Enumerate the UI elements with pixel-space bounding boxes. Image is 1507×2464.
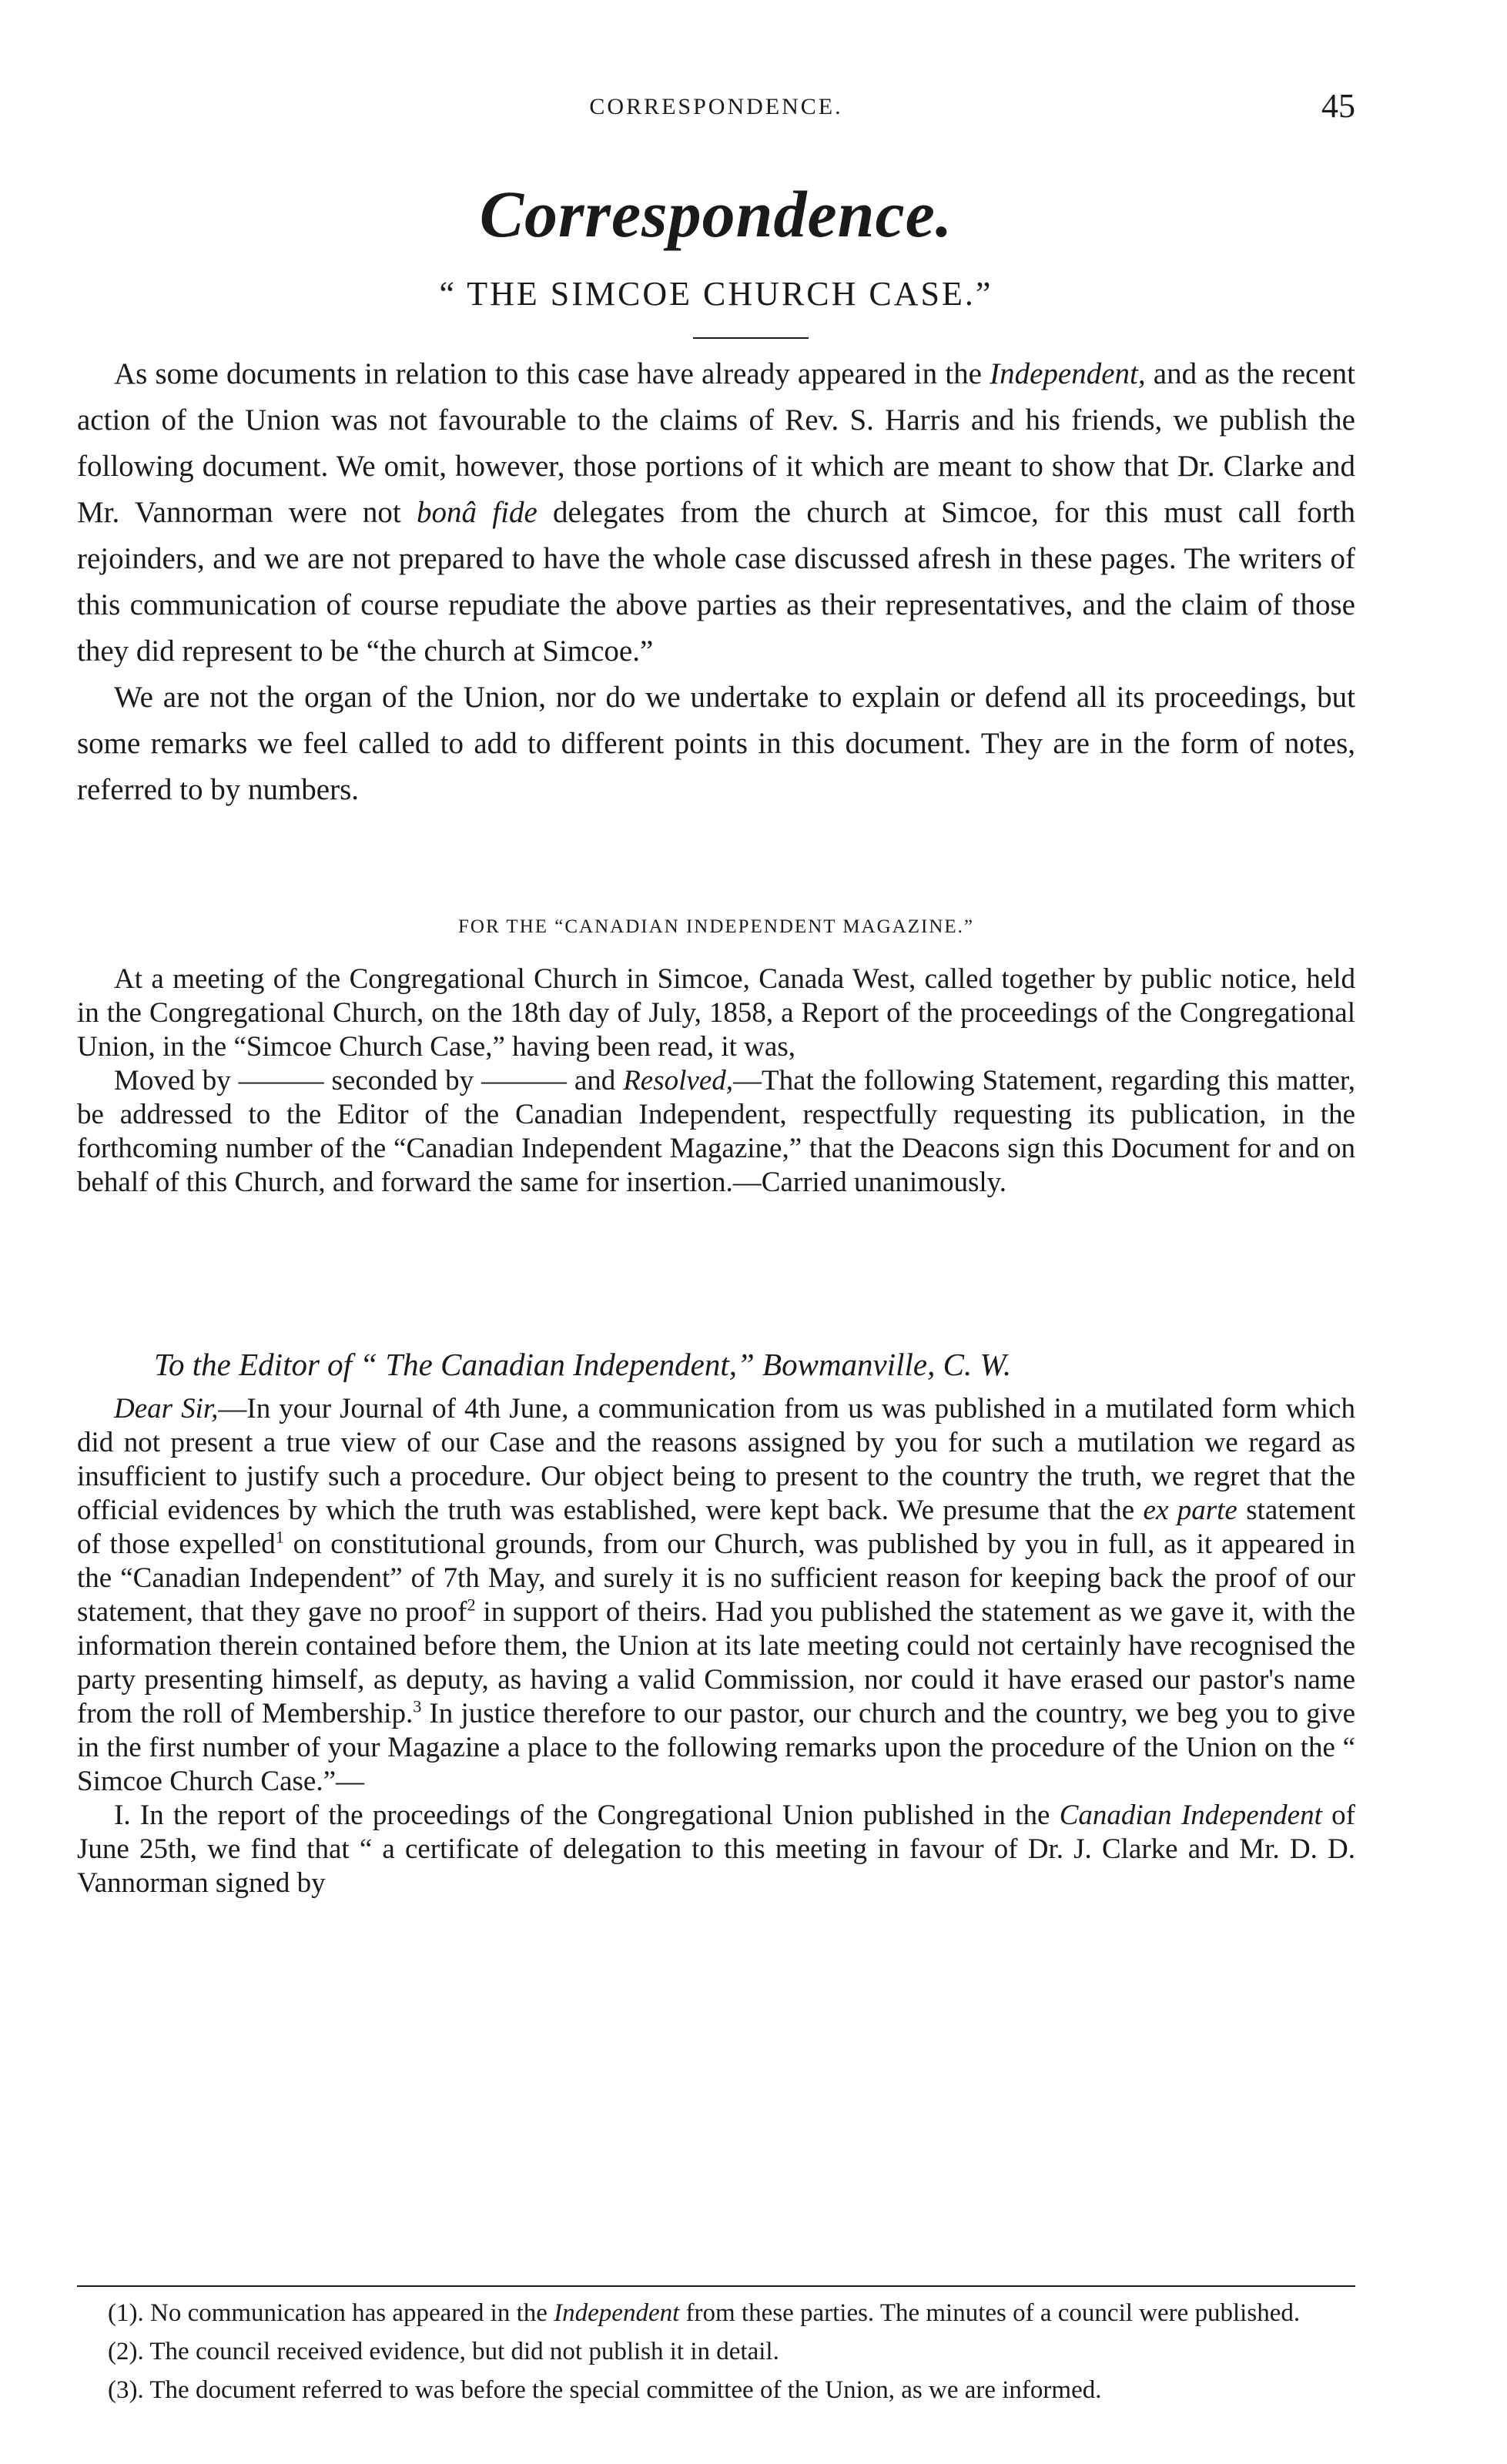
article-title: “ THE SIMCOE CHURCH CASE.” (439, 275, 993, 313)
intro-paragraph-2: We are not the organ of the Union, nor do we undertake to explain or defend all its proceedings, but some remarks we feel called to add to different points in this document. They are in the form of notes, referred to by numbers. (77, 681, 1355, 806)
footnote-3: (3). The document referred to was before the special committee of the Union, as we are informed. (108, 2376, 1102, 2404)
running-title: CORRESPONDENCE. (589, 94, 843, 119)
section-title: Correspondence. (479, 177, 953, 251)
footnote-1: (1). No communication has appeared in the Independent from these parties. The minutes of a council were published. (108, 2299, 1301, 2327)
letter-address: To the Editor of “ The Canadian Independent,” Bowmanville, C. W. (154, 1347, 1012, 1382)
editorial-intro (77, 351, 1355, 813)
footnote-2: (2). The council received evidence, but did not publish it in detail. (108, 2338, 779, 2365)
meeting-resolution (77, 962, 1355, 1200)
meeting-paragraph-2: Moved by ——— seconded by ——— and Resolved,—That the following Statement, regarding this matter, be addressed to the Editor of the Canadian Independent, respectfully requesting its publication, in the forthcoming number of the “Canadian Independent Magazine,” that the Deacons sign this Document for and on behalf of this Church, and forward the same for insertion.—Carried unanimously. (77, 1065, 1355, 1198)
subhead: FOR THE “CANADIAN INDEPENDENT MAGAZINE.” (458, 916, 974, 937)
letter-paragraph-2: I. In the report of the proceedings of the Congregational Union published in the Canadian Independent of June 25th, we find that “ a certificate of delegation to this meeting in favour of Dr. J. Clarke and Mr. D. D. Vannorman signed by (77, 1799, 1355, 1899)
page-number: 45 (1321, 87, 1355, 125)
running-head (77, 86, 1355, 132)
intro-paragraph-1: As some documents in relation to this case have already appeared in the Independent, and as the recent action of the Union was not favourable to the claims of Rev. S. Harris and his friends, we publish the following document. We omit, however, those portions of it which are meant to show that Dr. Clarke and Mr. Vannorman were not bonâ fide delegates from the church at Simcoe, for this must call forth rejoinders, and we are not prepared to have the whole case discussed afresh in these pages. The writers of this communication of course repudiate the above parties as their representatives, and the claim of those they did represent to be “the church at Simcoe.” (77, 357, 1355, 668)
letter-body (77, 1392, 1355, 1900)
footnote-rule (77, 2285, 1355, 2287)
title-rule (693, 337, 809, 339)
letter-paragraph-1: Dear Sir,—In your Journal of 4th June, a communication from us was published in a mutilated form which did not present a true view of our Case and the reasons assigned by you for such a mutilation we regard as insufficient to justify such a procedure. Our object being to present to the country the truth, we regret that the official evidences by which the truth was established, were kept back. We presume that the ex parte statement of those expelled$^1$ on constitutional grounds, from our Church, was published by you in full, as it appeared in the “Canadian Independent” of 7th May, and surely it is no sufficient reason for keeping back the proof of our statement, that they gave no proof$^2$ in support of theirs. Had you published the statement as we gave it, with the information therein contained before them, the Union at its late meeting could not certainly have recognised the party presenting himself, as deputy, as having a valid Commission, nor could it have erased our pastor's name from the roll of Membership.$^3$ In justice therefore to our pastor, our church and the country, we beg you to give in the first number of your Magazine a place to the following remarks upon the procedure of the Union on the “ Simcoe Church Case.”— (77, 1393, 1355, 1797)
meeting-paragraph-1: At a meeting of the Congregational Church in Simcoe, Canada West, called together by public notice, held in the Congregational Church, on the 18th day of July, 1858, a Report of the proceedings of the Congregational Union, in the “Simcoe Church Case,” having been read, it was, (77, 963, 1355, 1063)
footnotes (77, 2298, 1355, 2413)
